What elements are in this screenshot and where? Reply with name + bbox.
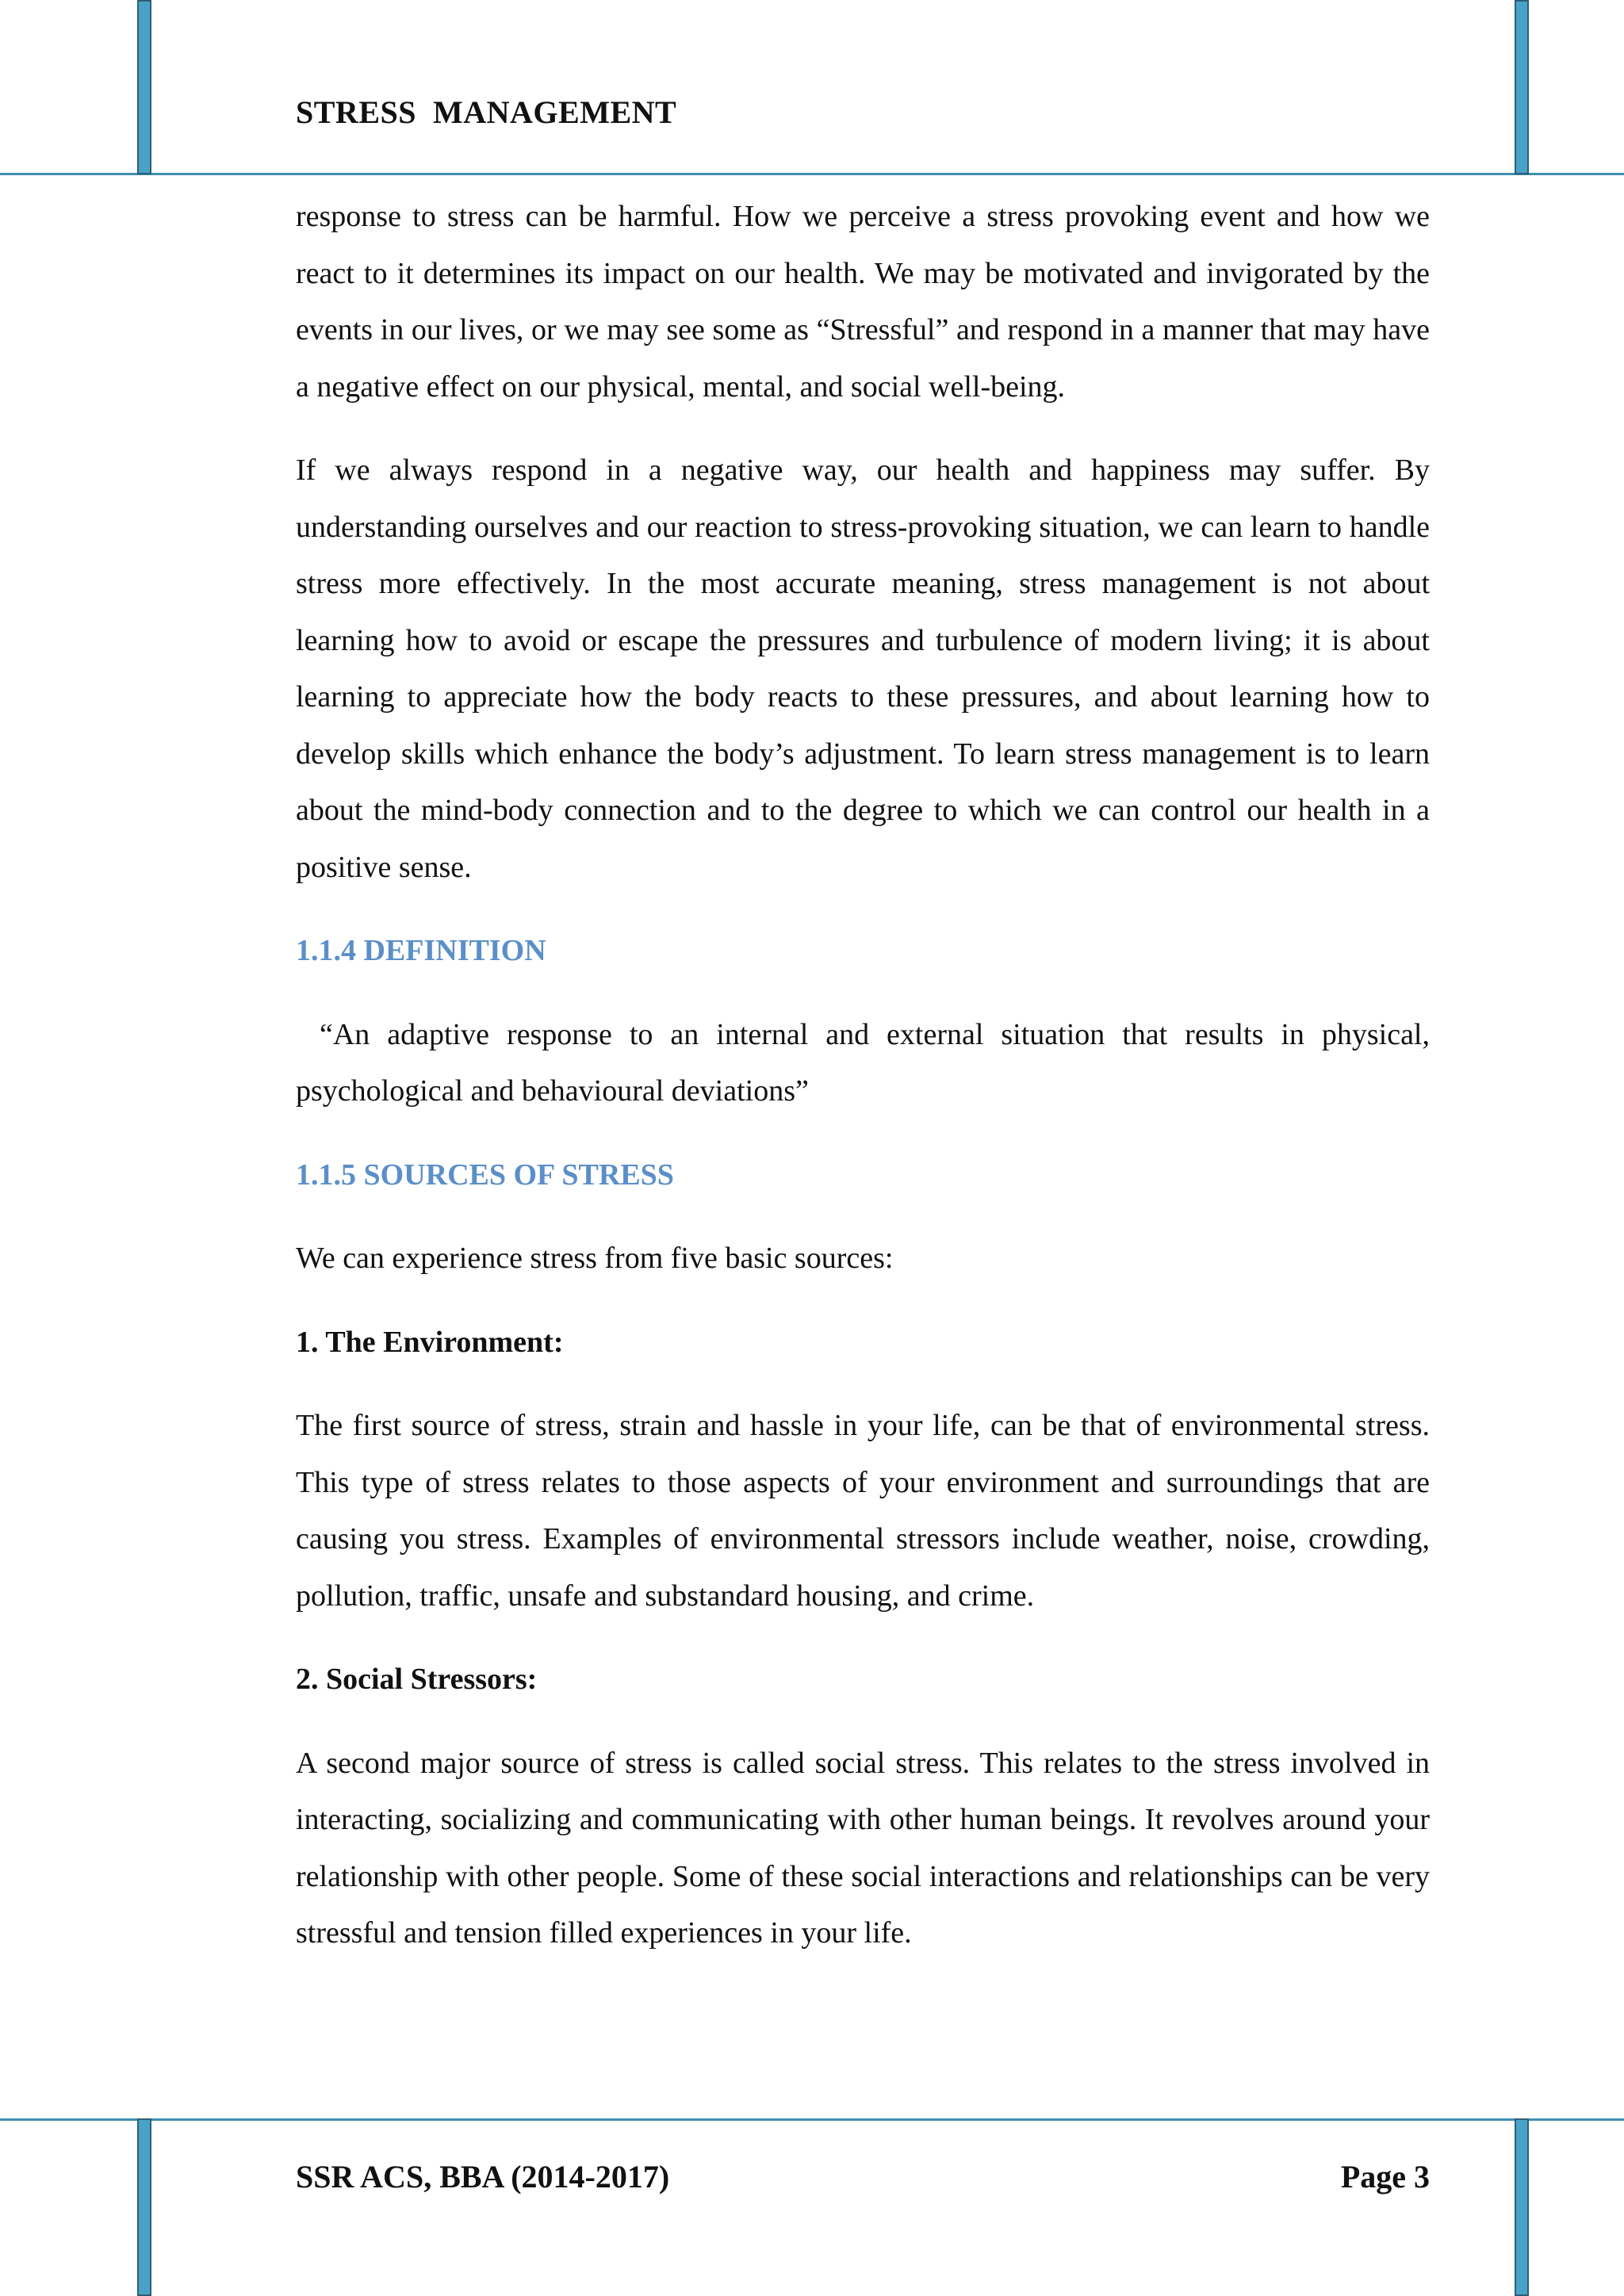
- page-body: [296, 189, 1430, 1962]
- paragraph-social-stressors: A second major source of stress is called social stress. This relates to the stress involved in interacting, socializing and communicating with other human beings. It revolves around your relationship with other people. Some of these social interactions and relationships can be very stressful and tension filled experiences in your life.: [296, 1746, 1430, 1950]
- subheading-environment: 1. The Environment:: [296, 1325, 564, 1359]
- paragraph-continued: response to stress can be harmful. How we perceive a stress provoking event and how we react to it determines its impact on our health. We may be motivated and invigorated by the events in our lives, or we may see some as “Stressful” and respond in a manner that may have a negative effect on our physical, mental, and social well-being.: [296, 200, 1430, 404]
- header-rule: [0, 173, 1624, 175]
- paragraph-respond: If we always respond in a negative way, our health and happiness may suffer. By understanding ourselves and our reaction to stress-provoking situation, we can learn to handle stress more effectively. In the most accurate meaning, stress management is not about learning how to avoid or escape the pressures and turbulence of modern living; it is about learning to appreciate how the body reacts to these pressures, and about learning how to develop skills which enhance the body’s adjustment. To learn stress management is to learn about the mind-body connection and to the degree to which we can control our health in a positive sense.: [296, 453, 1430, 884]
- footer-course-info: SSR ACS, BBA (2014-2017): [296, 2159, 670, 2195]
- footer-bar-right: [1515, 2118, 1529, 2296]
- subheading-social-stressors: 2. Social Stressors:: [296, 1663, 538, 1696]
- definition-quote: “An adaptive response to an internal and external situation that results in physical, psychological and behavioural deviations”: [296, 1017, 1430, 1108]
- heading-definition: 1.1.4 DEFINITION: [296, 934, 546, 967]
- footer-rule: [0, 2118, 1624, 2121]
- paragraph-environment: The first source of stress, strain and hassle in your life, can be that of environmental stress. This type of stress relates to those aspects of your environment and surroundings that are causing you stress. Examples of environmental stressors include weather, noise, crowding, pollution, traffic, unsafe and substandard housing, and crime.: [296, 1409, 1430, 1613]
- running-header-title: STRESS MANAGEMENT: [296, 94, 677, 130]
- header-bar-left: [137, 0, 151, 174]
- sources-intro: We can experience stress from five basic sources:: [296, 1242, 894, 1275]
- heading-sources-of-stress: 1.1.5 SOURCES OF STRESS: [296, 1158, 674, 1192]
- header-bar-right: [1515, 0, 1529, 174]
- page-number: Page 3: [1340, 2159, 1430, 2195]
- footer-bar-left: [137, 2118, 151, 2296]
